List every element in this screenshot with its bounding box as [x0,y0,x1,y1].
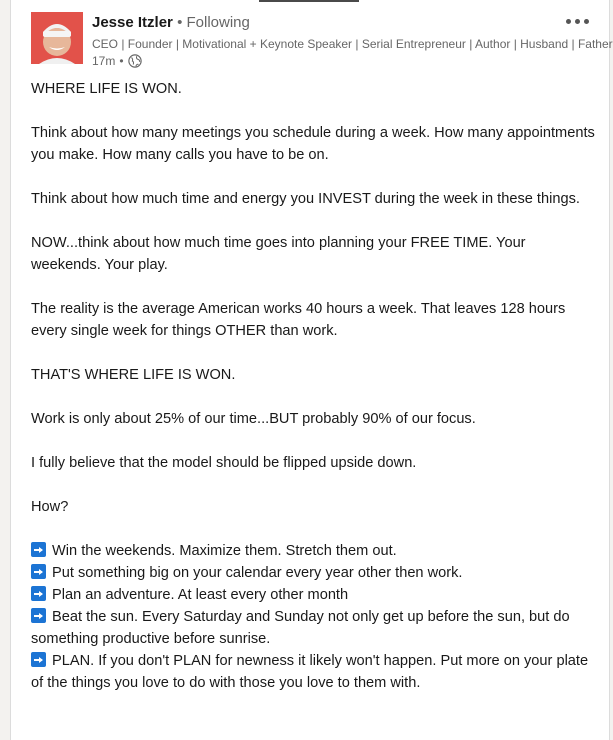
follow-status[interactable]: Following [186,14,250,31]
author-avatar[interactable] [31,12,83,64]
post-paragraph: I fully believe that the model should be flipped upside down. [31,455,417,471]
list-item [31,650,597,694]
post-paragraph: How? [31,499,69,515]
bullet-list [31,540,597,694]
post-meta [92,53,142,69]
list-item-text: PLAN. If you don't PLAN for newness it likely won't happen. Put more on your plate of the things you love to do with those you love to them with. [31,653,589,691]
more-horizontal-icon [566,19,571,24]
more-options-button[interactable] [563,10,591,32]
post-paragraph: WHERE LIFE IS WON. [31,81,182,97]
name-separator: • [177,14,183,31]
right-arrow-emoji-icon [31,542,46,557]
scroll-indicator [259,0,359,2]
author-headline: CEO | Founder | Motivational + Keynote Speaker | Serial Entrepreneur | Author | Husband | Father [92,37,613,51]
post-body [31,78,597,694]
list-item-text: Beat the sun. Every Saturday and Sunday not only get up before the sun, but do something productive before sunrise. [31,609,570,647]
list-item-text: Plan an adventure. At least every other month [52,587,349,603]
list-item [31,584,597,606]
right-arrow-emoji-icon [31,608,46,623]
post-paragraph: Think about how much time and energy you INVEST during the week in these things. [31,191,580,207]
post-paragraph: THAT'S WHERE LIFE IS WON. [31,367,236,383]
right-arrow-emoji-icon [31,652,46,667]
globe-icon [128,54,142,68]
post-paragraph: Think about how many meetings you schedule during a week. How many appointments you make. How many calls you have to be on. [31,125,595,163]
meta-separator: • [119,54,124,68]
list-item [31,606,597,650]
list-item [31,562,597,584]
author-name-row [92,14,250,32]
author-name[interactable]: Jesse Itzler [92,14,173,31]
feed-post-card [10,0,613,740]
post-timestamp: 17m [92,54,116,68]
list-item-text: Put something big on your calendar every year other then work. [52,565,463,581]
post-paragraph: NOW...think about how much time goes into planning your FREE TIME. Your weekends. Your play. [31,235,526,273]
list-item-text: Win the weekends. Maximize them. Stretch them out. [52,543,397,559]
post-paragraph: The reality is the average American works 40 hours a week. That leaves 128 hours every single week for things OTHER than work. [31,301,566,339]
person-avatar-icon [31,12,83,64]
post-paragraph: Work is only about 25% of our time...BUT probably 90% of our focus. [31,411,476,427]
list-item [31,540,597,562]
right-arrow-emoji-icon [31,586,46,601]
right-arrow-emoji-icon [31,564,46,579]
